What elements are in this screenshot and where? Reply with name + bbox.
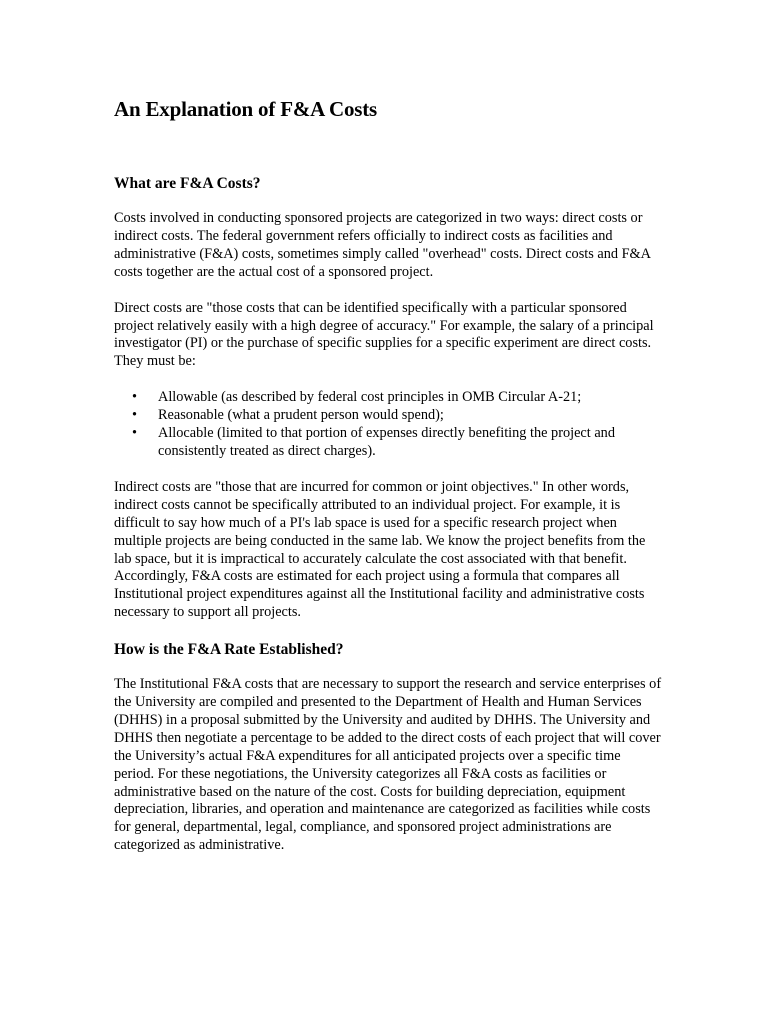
document-page	[114, 96, 662, 873]
paragraph-indirect-costs: Indirect costs are "those that are incurred for common or joint objectives." In other words, indirect costs cannot be specifically attributed to an individual project. For example, it is difficult to say how much of a PI's lab space is used for a specific research project when multiple projects are being conducted in the same lab. We know the project benefits from the lab space, but it is impractical to accurately calculate the cost associated with that benefit. Accordingly, F&A costs are estimated for each project using a formula that compares all Institutional project expenditures against all the Institutional facility and administrative costs necessary to support all projects.	[114, 478, 646, 621]
paragraph-rate-negotiation: The Institutional F&A costs that are necessary to support the research and service enterprises of the University are compiled and presented to the Department of Health and Human Services (DHHS) in a proposal submitted by the University and audited by DHHS. The University and DHHS then negotiate a percentage to be added to the direct costs of each project that will cover the University’s actual F&A expenditures for all anticipated projects over a specific time period. For these negotiations, the University categorizes all F&A costs as facilities or administrative based on the nature of the cost. Costs for building depreciation, equipment depreciation, libraries, and operation and maintenance are categorized as facilities while costs for general, departmental, legal, compliance, and sponsored project administrations are categorized as administrative.	[114, 676, 662, 854]
criteria-list	[114, 389, 662, 461]
list-item-text: Allowable (as described by federal cost principles in OMB Circular A-21;	[158, 389, 582, 406]
list-item	[132, 425, 662, 461]
section-heading-rate-established: How is the F&A Rate Established?	[114, 641, 344, 659]
list-item	[132, 407, 662, 425]
section-heading-what-are-fa-costs: What are F&A Costs?	[114, 175, 261, 192]
bullet-icon: •	[132, 425, 138, 442]
paragraph-direct-costs: Direct costs are "those costs that can be identified specifically with a particular sponsored project relatively easily with a high degree of accuracy." For example, the salary of a principal investigator (PI) or the purchase of specific supplies for a specific experiment are direct costs. They must be:	[114, 299, 654, 370]
bullet-icon: •	[132, 389, 138, 406]
page-title: An Explanation of F&A Costs	[114, 97, 377, 121]
list-item-text: Reasonable (what a prudent person would spend);	[158, 407, 444, 424]
bullet-icon: •	[132, 407, 138, 424]
paragraph-cost-categories: Costs involved in conducting sponsored projects are categorized in two ways: direct costs or indirect costs. The federal government refers officially to indirect costs as facilities and administrative (F&A) costs, sometimes simply called "overhead" costs. Direct costs and F&A costs together are the actual cost of a sponsored project.	[114, 210, 651, 280]
list-item	[132, 389, 662, 407]
list-item-text: Allocable (limited to that portion of expenses directly benefiting the project and consistently treated as direct charges).	[158, 425, 615, 459]
